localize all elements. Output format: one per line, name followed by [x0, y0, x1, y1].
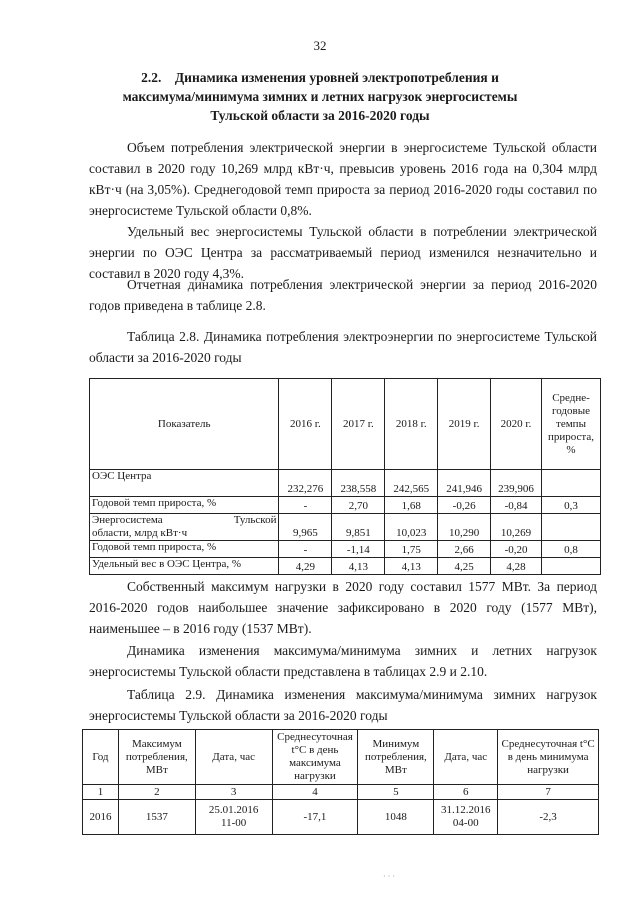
cell: -	[279, 541, 332, 558]
cell: -1,14	[332, 541, 385, 558]
cell-min-temp: -2,3	[498, 800, 599, 835]
column-number: 3	[195, 785, 272, 800]
header-2018: 2018 г.	[385, 379, 438, 470]
cell: 238,558	[332, 470, 385, 497]
header-year: Год	[83, 730, 119, 785]
header-max: Максимум потребления, МВт	[118, 730, 195, 785]
table-2-9	[82, 729, 599, 835]
cell: -0,26	[438, 497, 491, 514]
paragraph-consumption: Объем потребления электрической энергии в энергосистеме Тульской области составил в 2020 году 10,269 млрд кВт·ч, превысив уровень 2016 года на 0,304 млрд кВт·ч (на 3,05%). Среднегодовой темп прироста за период 2016-2020 годы составил по энергосистеме Тульской области 0,8%.	[89, 140, 597, 218]
cell: 10,269	[491, 514, 542, 541]
cell: 10,023	[385, 514, 438, 541]
heading-line-3: Тульской области за 2016-2020 годы	[210, 108, 430, 123]
label-part: Энергосистема	[92, 514, 163, 526]
header-max-date: Дата, час	[195, 730, 272, 785]
header-min-date: Дата, час	[434, 730, 498, 785]
cell: 9,965	[279, 514, 332, 541]
row-label: Годовой темп прироста, %	[90, 541, 279, 558]
cell: 0,3	[542, 497, 601, 514]
column-number-row	[83, 785, 599, 800]
cell: 4,28	[491, 558, 542, 575]
paragraph-max-load: Собственный максимум нагрузки в 2020 году составил 1577 МВт. За период 2016-2020 годов наибольшее значение зафиксировано в 2020 году (1577 МВт), наименьшее – в 2016 году (1537 МВт).	[89, 579, 597, 636]
cell: 1,75	[385, 541, 438, 558]
cell: -	[279, 497, 332, 514]
column-number: 6	[434, 785, 498, 800]
cell-max-date	[195, 800, 272, 835]
cell-min: 1048	[358, 800, 434, 835]
header-min: Минимум потребления, МВт	[358, 730, 434, 785]
cell: 239,906	[491, 470, 542, 497]
column-number: 2	[118, 785, 195, 800]
cell: 2,70	[332, 497, 385, 514]
cell-min-date	[434, 800, 498, 835]
footer-mark: · · ·	[383, 872, 395, 881]
paragraph-min-max-ref: Динамика изменения максимума/минимума зимних и летних нагрузок энергосистемы Тульской области представлена в таблицах 2.9 и 2.10.	[89, 643, 597, 679]
cell: 4,13	[332, 558, 385, 575]
cell: 9,851	[332, 514, 385, 541]
table-2-8-caption: Таблица 2.8. Динамика потребления электроэнергии по энергосистеме Тульской области за 2016-2020 годы	[89, 329, 597, 365]
cell-max: 1537	[118, 800, 195, 835]
header-indicator: Показатель	[90, 379, 279, 470]
row-label: Годовой темп прироста, %	[90, 497, 279, 514]
table-row	[90, 558, 601, 575]
table-2-8	[89, 378, 601, 575]
table-2-9-caption: Таблица 2.9. Динамика изменения максимума/минимума зимних нагрузок энергосистемы Тульской области за 2016-2020 годы	[89, 687, 597, 723]
cell: 4,13	[385, 558, 438, 575]
cell: 10,290	[438, 514, 491, 541]
table-row	[90, 541, 601, 558]
table-row	[90, 470, 601, 497]
table-header-row	[90, 379, 601, 470]
column-number: 4	[272, 785, 358, 800]
cell: -0,20	[491, 541, 542, 558]
cell	[542, 514, 601, 541]
table-header-row	[83, 730, 599, 785]
cell-max-temp: -17,1	[272, 800, 358, 835]
cell: 2,66	[438, 541, 491, 558]
header-2017: 2017 г.	[332, 379, 385, 470]
cell	[542, 470, 601, 497]
header-max-temp: Среднесуточная t°C в день максимума нагрузки	[272, 730, 358, 785]
header-2016: 2016 г.	[279, 379, 332, 470]
cell	[542, 558, 601, 575]
cell: 1,68	[385, 497, 438, 514]
row-label: ОЭС Центра	[90, 470, 279, 497]
cell: 4,29	[279, 558, 332, 575]
paragraph-dynamics-ref: Отчетная динамика потребления электрической энергии за период 2016-2020 годов приведена в таблице 2.8.	[89, 277, 597, 313]
table-row	[90, 497, 601, 514]
table-row	[90, 514, 601, 541]
header-min-temp: Среднесуточная t°C в день минимума нагрузки	[498, 730, 599, 785]
column-number: 5	[358, 785, 434, 800]
cell: 232,276	[279, 470, 332, 497]
section-heading	[90, 68, 550, 125]
column-number: 1	[83, 785, 119, 800]
label-part: Тульской	[233, 514, 277, 526]
date-text: 31.12.2016	[441, 804, 491, 816]
time-text: 04-00	[452, 817, 479, 829]
cell-year: 2016	[83, 800, 119, 835]
paragraph-share: Удельный вес энергосистемы Тульской области в потреблении электрической энергии по ОЭС Центра за рассматриваемый период изменился незначительно и составил в 2020 году 4,3%.	[89, 224, 597, 281]
cell: -0,84	[491, 497, 542, 514]
time-text: 11-00	[221, 817, 247, 829]
header-avg-growth: Средне-годовые темпы прироста, %	[542, 379, 601, 470]
cell: 241,946	[438, 470, 491, 497]
heading-line-1: 2.2. Динамика изменения уровней электропотребления и	[141, 70, 499, 85]
row-label	[90, 514, 279, 541]
column-number: 7	[498, 785, 599, 800]
date-text: 25.01.2016	[208, 804, 259, 816]
heading-line-2: максимума/минимума зимних и летних нагрузок энергосистемы	[122, 89, 518, 104]
cell: 0,8	[542, 541, 601, 558]
header-2020: 2020 г.	[491, 379, 542, 470]
cell: 242,565	[385, 470, 438, 497]
row-label: Удельный вес в ОЭС Центра, %	[90, 558, 279, 575]
label-part: области, млрд кВт·ч	[92, 527, 188, 539]
page-number: 32	[313, 38, 327, 53]
header-2019: 2019 г.	[438, 379, 491, 470]
cell: 4,25	[438, 558, 491, 575]
table-row	[83, 800, 599, 835]
